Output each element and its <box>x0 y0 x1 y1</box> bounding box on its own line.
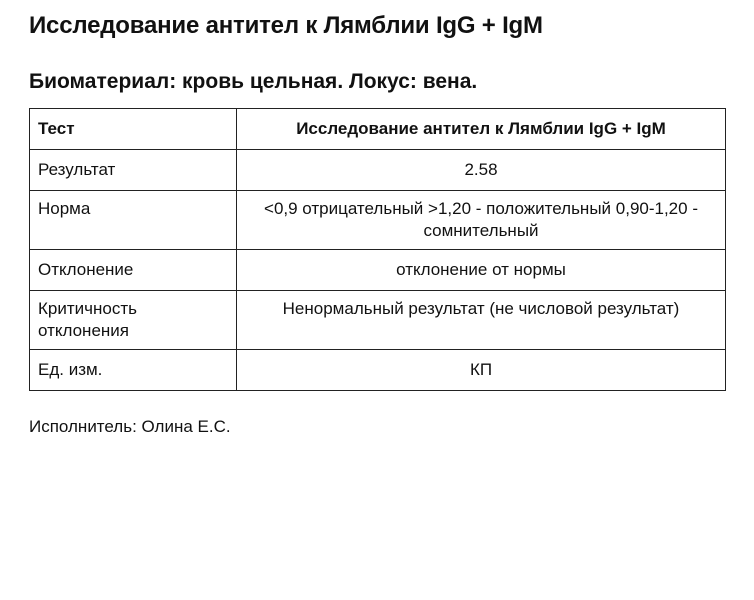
deviation-value: отклонение от нормы <box>237 250 726 291</box>
table-row-deviation <box>30 250 726 291</box>
row-label: Ед. изм. <box>30 350 237 391</box>
table-row-norm <box>30 191 726 250</box>
norm-value: <0,9 отрицательный >1,20 - положительный 0,90-1,20 - сомнительный <box>237 191 726 250</box>
table-header-row <box>30 109 726 150</box>
header-value-cell: Исследование антител к Лямблии IgG + IgM <box>237 109 726 150</box>
row-label: Критичность отклонения <box>30 291 237 350</box>
row-label: Результат <box>30 150 237 191</box>
table-row-result <box>30 150 726 191</box>
result-value: 2.58 <box>237 150 726 191</box>
table-row-criticality <box>30 291 726 350</box>
table-row-unit <box>30 350 726 391</box>
header-label-cell: Тест <box>30 109 237 150</box>
executor-text: Исполнитель: Олина Е.С. <box>29 417 231 436</box>
row-label: Отклонение <box>30 250 237 291</box>
row-label: Норма <box>30 191 237 250</box>
results-table <box>29 108 726 391</box>
page-title: Исследование антител к Лямблии IgG + IgM <box>29 12 543 39</box>
unit-value: КП <box>237 350 726 391</box>
criticality-value: Ненормальный результат (не числовой результат) <box>237 291 726 350</box>
biomaterial-subtitle: Биоматериал: кровь цельная. Локус: вена. <box>29 70 478 93</box>
